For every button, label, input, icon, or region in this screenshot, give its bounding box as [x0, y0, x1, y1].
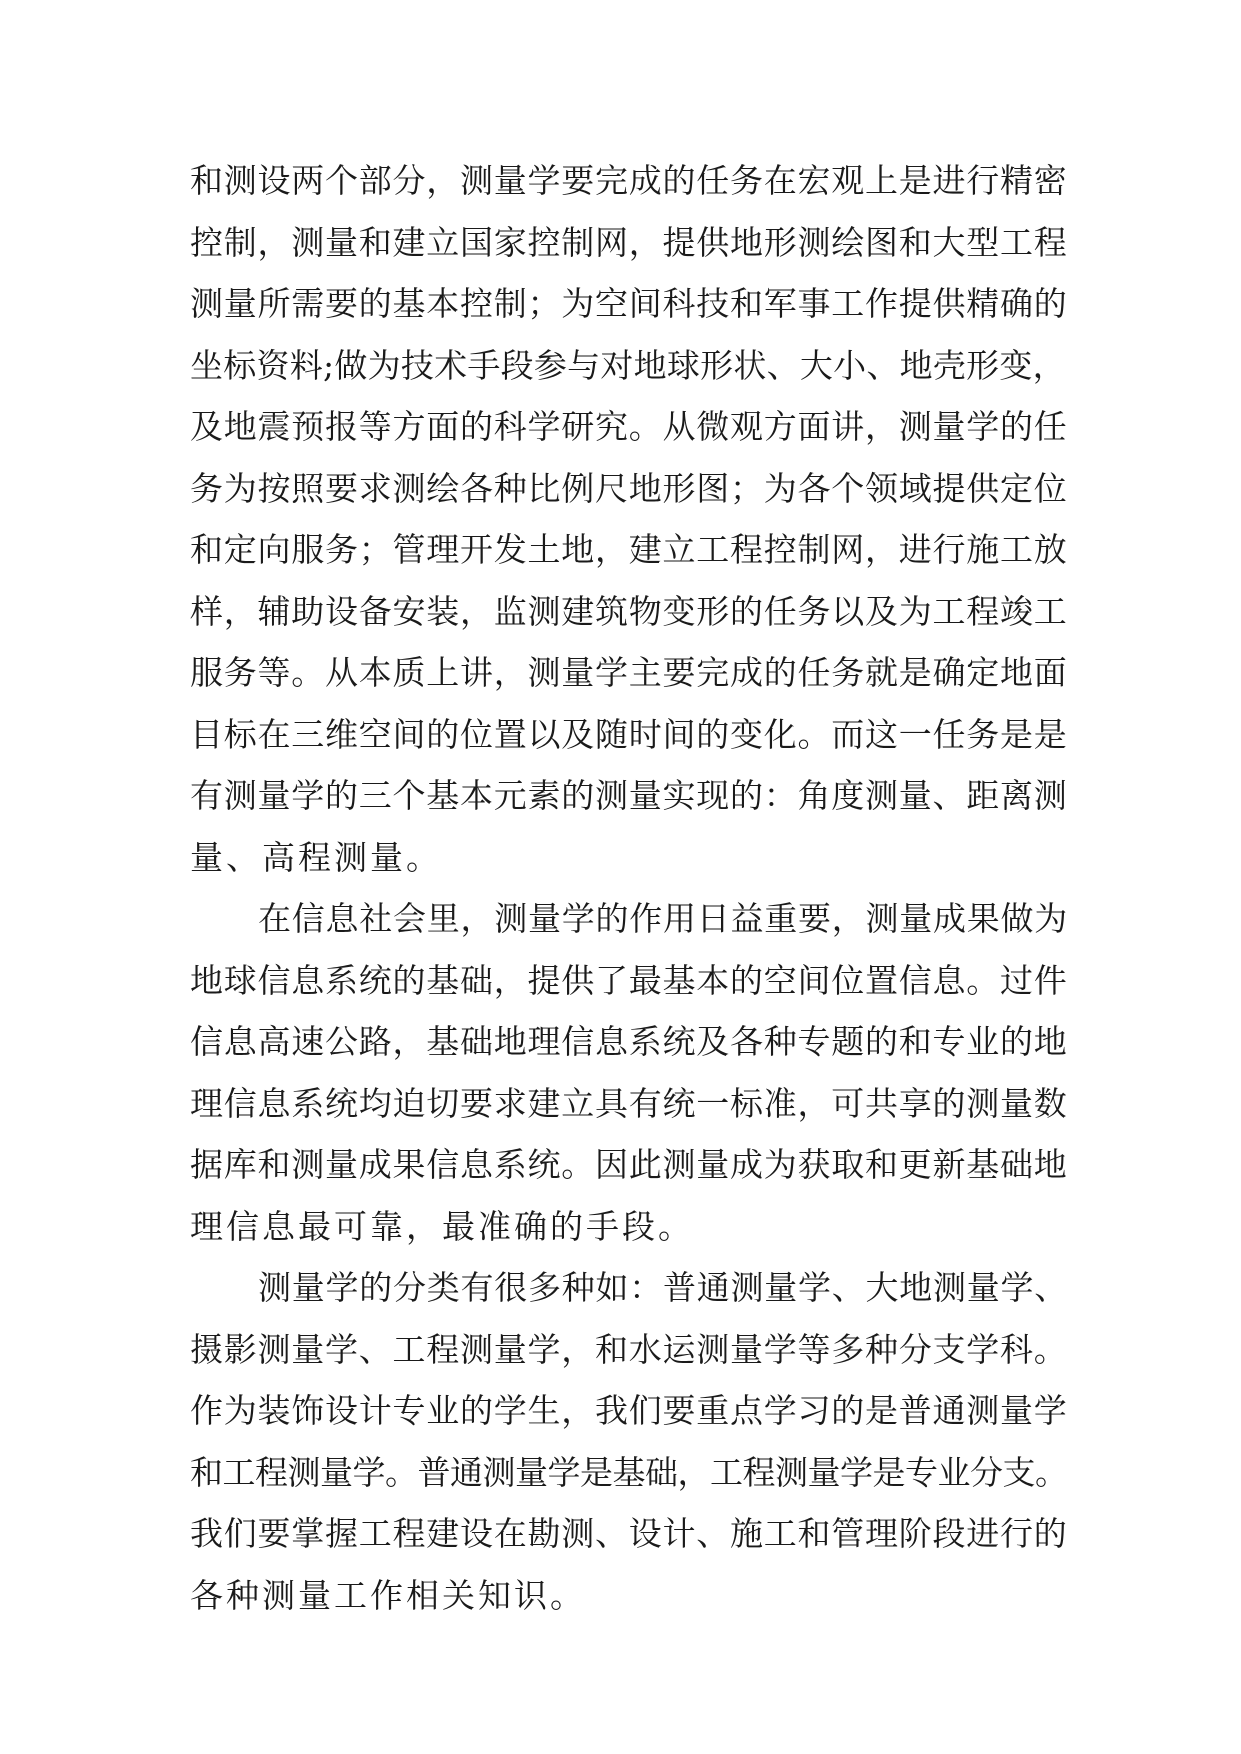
text-line: 服务等。从本质上讲，测量学主要完成的任务就是确定地面: [190, 653, 1068, 692]
paragraph-1: [190, 150, 1070, 888]
paragraph-3: [190, 1257, 1070, 1626]
text-line: 务为按照要求测绘各种比例尺地形图；为各个领域提供定位: [190, 468, 1068, 508]
text-line-first: 在信息社会里，测量学的作用日益重要，测量成果做为: [258, 899, 1068, 938]
text-line: 有测量学的三个基本元素的测量实现的：角度测量、距离测: [190, 776, 1068, 815]
text-line: 量、高程测量。: [190, 837, 442, 877]
paragraph-2: [190, 888, 1070, 1257]
text-line: 据库和测量成果信息系统。因此测量成为获取和更新基础地: [190, 1145, 1068, 1184]
text-line: 理信息最可靠，最准确的手段。: [190, 1206, 694, 1246]
text-line: 地球信息系统的基础，提供了最基本的空间位置信息。过件: [190, 960, 1068, 1000]
text-line: 作为装饰设计专业的学生，我们要重点学习的是普通测量学: [190, 1391, 1068, 1430]
text-line: 及地震预报等方面的科学研究。从微观方面讲，测量学的任: [190, 407, 1068, 446]
text-line: 测量所需要的基本控制；为空间科技和军事工作提供精确的: [190, 284, 1068, 323]
text-line: 目标在三维空间的位置以及随时间的变化。而这一任务是是: [190, 714, 1068, 754]
text-line: 信息高速公路，基础地理信息系统及各种专题的和专业的地: [190, 1022, 1068, 1061]
text-line: 摄影测量学、工程测量学，和水运测量学等多种分支学科。: [190, 1329, 1068, 1369]
text-line: 坐标资料;做为技术手段参与对地球形状、大小、地壳形变，: [190, 345, 1066, 385]
text-line: 控制，测量和建立国家控制网，提供地形测绘图和大型工程: [190, 222, 1068, 262]
text-line: 样，辅助设备安装，监测建筑物变形的任务以及为工程竣工: [190, 591, 1068, 631]
text-line: 理信息系统均迫切要求建立具有统一标准，可共享的测量数: [190, 1083, 1068, 1123]
text-line-first: 测量学的分类有很多种如：普通测量学、大地测量学、: [258, 1268, 1068, 1307]
text-line: 和测设两个部分，测量学要完成的任务在宏观上是进行精密: [190, 161, 1068, 200]
text-line: 各种测量工作相关知识。: [190, 1575, 586, 1615]
body-text: [190, 150, 1070, 1626]
text-line: 和工程测量学。普通测量学是基础，工程测量学是专业分支。: [190, 1452, 1068, 1492]
text-line: 和定向服务；管理开发土地，建立工程控制网，进行施工放: [190, 530, 1068, 569]
text-line: 我们要掌握工程建设在勘测、设计、施工和管理阶段进行的: [190, 1514, 1068, 1553]
